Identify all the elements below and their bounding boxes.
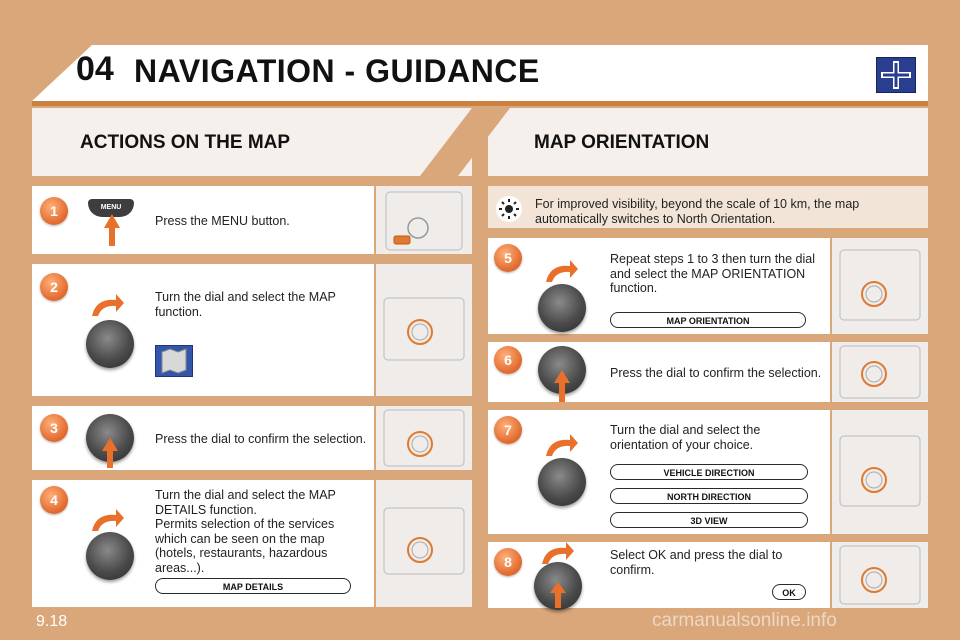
dial-knob bbox=[86, 320, 134, 368]
step-badge-6: 6 bbox=[494, 346, 522, 374]
dial-knob bbox=[538, 284, 586, 332]
step-2-panel bbox=[32, 264, 374, 396]
step-4-device bbox=[376, 480, 472, 607]
turn-arrow-icon bbox=[544, 432, 580, 458]
step-7-device bbox=[832, 410, 928, 534]
step-6-text: Press the dial to confirm the selection. bbox=[610, 366, 822, 380]
step-3-text: Press the dial to confirm the selection. bbox=[155, 432, 367, 446]
crossroads-icon bbox=[876, 57, 916, 93]
dial-knob bbox=[86, 532, 134, 580]
step-4-text: Turn the dial and select the MAP DETAILS function. Permits selection of the services which can be seen on the map (hotels, restaurants, hazardous areas...). bbox=[155, 488, 336, 575]
map-orientation-pill: MAP ORIENTATION bbox=[610, 312, 806, 328]
left-section-title: ACTIONS ON THE MAP bbox=[80, 132, 291, 153]
press-arrow-icon bbox=[554, 370, 570, 402]
step-badge-8: 8 bbox=[494, 548, 522, 576]
step-3-device bbox=[376, 406, 472, 470]
section-divider bbox=[420, 108, 510, 176]
turn-arrow-icon bbox=[90, 292, 126, 318]
map-icon bbox=[155, 345, 193, 377]
step-2-device bbox=[376, 264, 472, 396]
step-6-device bbox=[832, 342, 928, 402]
right-section-header bbox=[488, 108, 928, 176]
step-8-text: Select OK and press the dial to confirm. bbox=[610, 548, 783, 577]
turn-arrow-icon bbox=[544, 258, 580, 284]
press-arrow-icon bbox=[102, 438, 118, 468]
watermark: carmanualsonline.info bbox=[652, 610, 837, 631]
step-badge-2: 2 bbox=[40, 273, 68, 301]
menu-button-graphic: MENU bbox=[88, 199, 134, 217]
right-section-title: MAP ORIENTATION bbox=[534, 132, 710, 153]
vehicle-direction-pill: VEHICLE DIRECTION bbox=[610, 464, 808, 480]
info-text: For improved visibility, beyond the scale of 10 km, the map automatically switches to North Orientation. bbox=[535, 197, 860, 226]
step-badge-7: 7 bbox=[494, 416, 522, 444]
step-badge-4: 4 bbox=[40, 486, 68, 514]
step-badge-5: 5 bbox=[494, 244, 522, 272]
press-arrow-icon bbox=[550, 582, 566, 608]
ok-pill: OK bbox=[772, 584, 806, 600]
map-details-pill: MAP DETAILS bbox=[155, 578, 351, 594]
page-title: NAVIGATION - GUIDANCE bbox=[134, 53, 540, 89]
step-2-text: Turn the dial and select the MAP function. bbox=[155, 290, 336, 319]
press-arrow-icon bbox=[104, 214, 120, 246]
dial-knob bbox=[538, 458, 586, 506]
step-badge-3: 3 bbox=[40, 414, 68, 442]
north-direction-pill: NORTH DIRECTION bbox=[610, 488, 808, 504]
step-7-text: Turn the dial and select the orientation of your choice. bbox=[610, 423, 761, 452]
page-number: 9.18 bbox=[36, 613, 68, 630]
left-section-header bbox=[32, 108, 472, 176]
turn-arrow-icon bbox=[90, 507, 126, 533]
step-5-device bbox=[832, 238, 928, 334]
3d-view-pill: 3D VIEW bbox=[610, 512, 808, 528]
step-5-text: Repeat steps 1 to 3 then turn the dial and select the MAP ORIENTATION function. bbox=[610, 252, 815, 295]
sun-icon bbox=[496, 196, 522, 222]
step-1-device bbox=[376, 186, 472, 254]
header-stripe bbox=[32, 101, 928, 106]
chapter-number: 04 bbox=[76, 50, 114, 88]
step-8-device bbox=[832, 542, 928, 608]
step-1-text: Press the MENU button. bbox=[155, 214, 290, 228]
step-badge-1: 1 bbox=[40, 197, 68, 225]
